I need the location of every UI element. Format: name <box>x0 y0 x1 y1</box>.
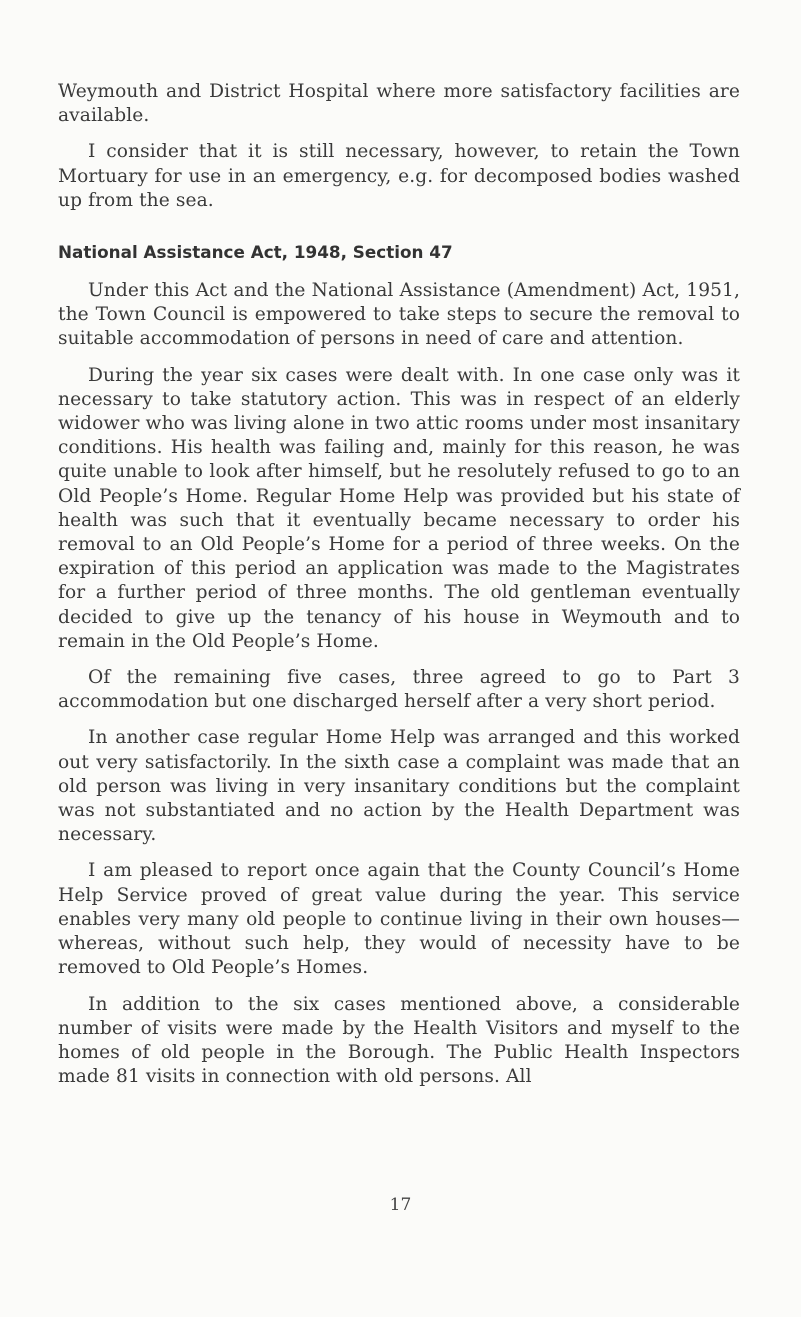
section-heading: National Assistance Act, 1948, Section 47 <box>58 242 453 263</box>
paragraph-town-mortuary: I consider that it is still necessary, however, to retain the Town Mortuary for use in an emergency, e.g. for decomposed bodies washed up from the sea. <box>58 141 740 211</box>
paragraph-remaining-cases: Of the remaining five cases, three agreed to go to Part 3 accommodation but one discharged herself after a very short period. <box>58 667 740 713</box>
paragraph-home-help-service: I am pleased to report once again that the County Council’s Home Help Service proved of great value during the year. This service enables very many old people to continue living in their own houses—whereas, without such help, they would of necessity have to be removed to Old People’s Homes. <box>58 860 740 979</box>
paragraph-six-cases: During the year six cases were dealt with. In one case only was it necessary to take statutory action. This was in respect of an elderly widower who was living alone in two attic rooms under most insanitary conditions. His health was failing and, mainly for this reason, he was quite unable to look after himself, but he resolutely refused to go to an Old People’s Home. Regular Home Help was provided but his state of health was such that it eventually became necessary to order his removal to an Old People’s Home for a period of three weeks. On the expiration of this period an application was made to the Magistrates for a further period of three months. The old gentleman eventually decided to give up the tenancy of his house in Weymouth and to remain in the Old People’s Home. <box>58 364 740 652</box>
page-number: 17 <box>389 1195 412 1215</box>
paragraph-visits: In addition to the six cases mentioned above, a considerable number of visits were made by the Health Visitors and myself to the homes of old people in the Borough. The Public Health Inspectors made 81 visits in connection with old persons. All <box>58 993 740 1088</box>
paragraph-act-powers: Under this Act and the National Assistance (Amendment) Act, 1951, the Town Council is empowered to take steps to secure the removal to suitable accommodation of persons in need of care and attention. <box>58 280 740 350</box>
document-page <box>58 80 740 1089</box>
paragraph-hospital-continuation: Weymouth and District Hospital where more satisfactory facilities are available. <box>58 81 740 127</box>
paragraph-home-help-case: In another case regular Home Help was arranged and this worked out very satisfactorily. In the sixth case a complaint was made that an old person was living in very insanitary conditions but the complaint was not substantiated and no action by the Health Department was necessary. <box>58 727 740 846</box>
